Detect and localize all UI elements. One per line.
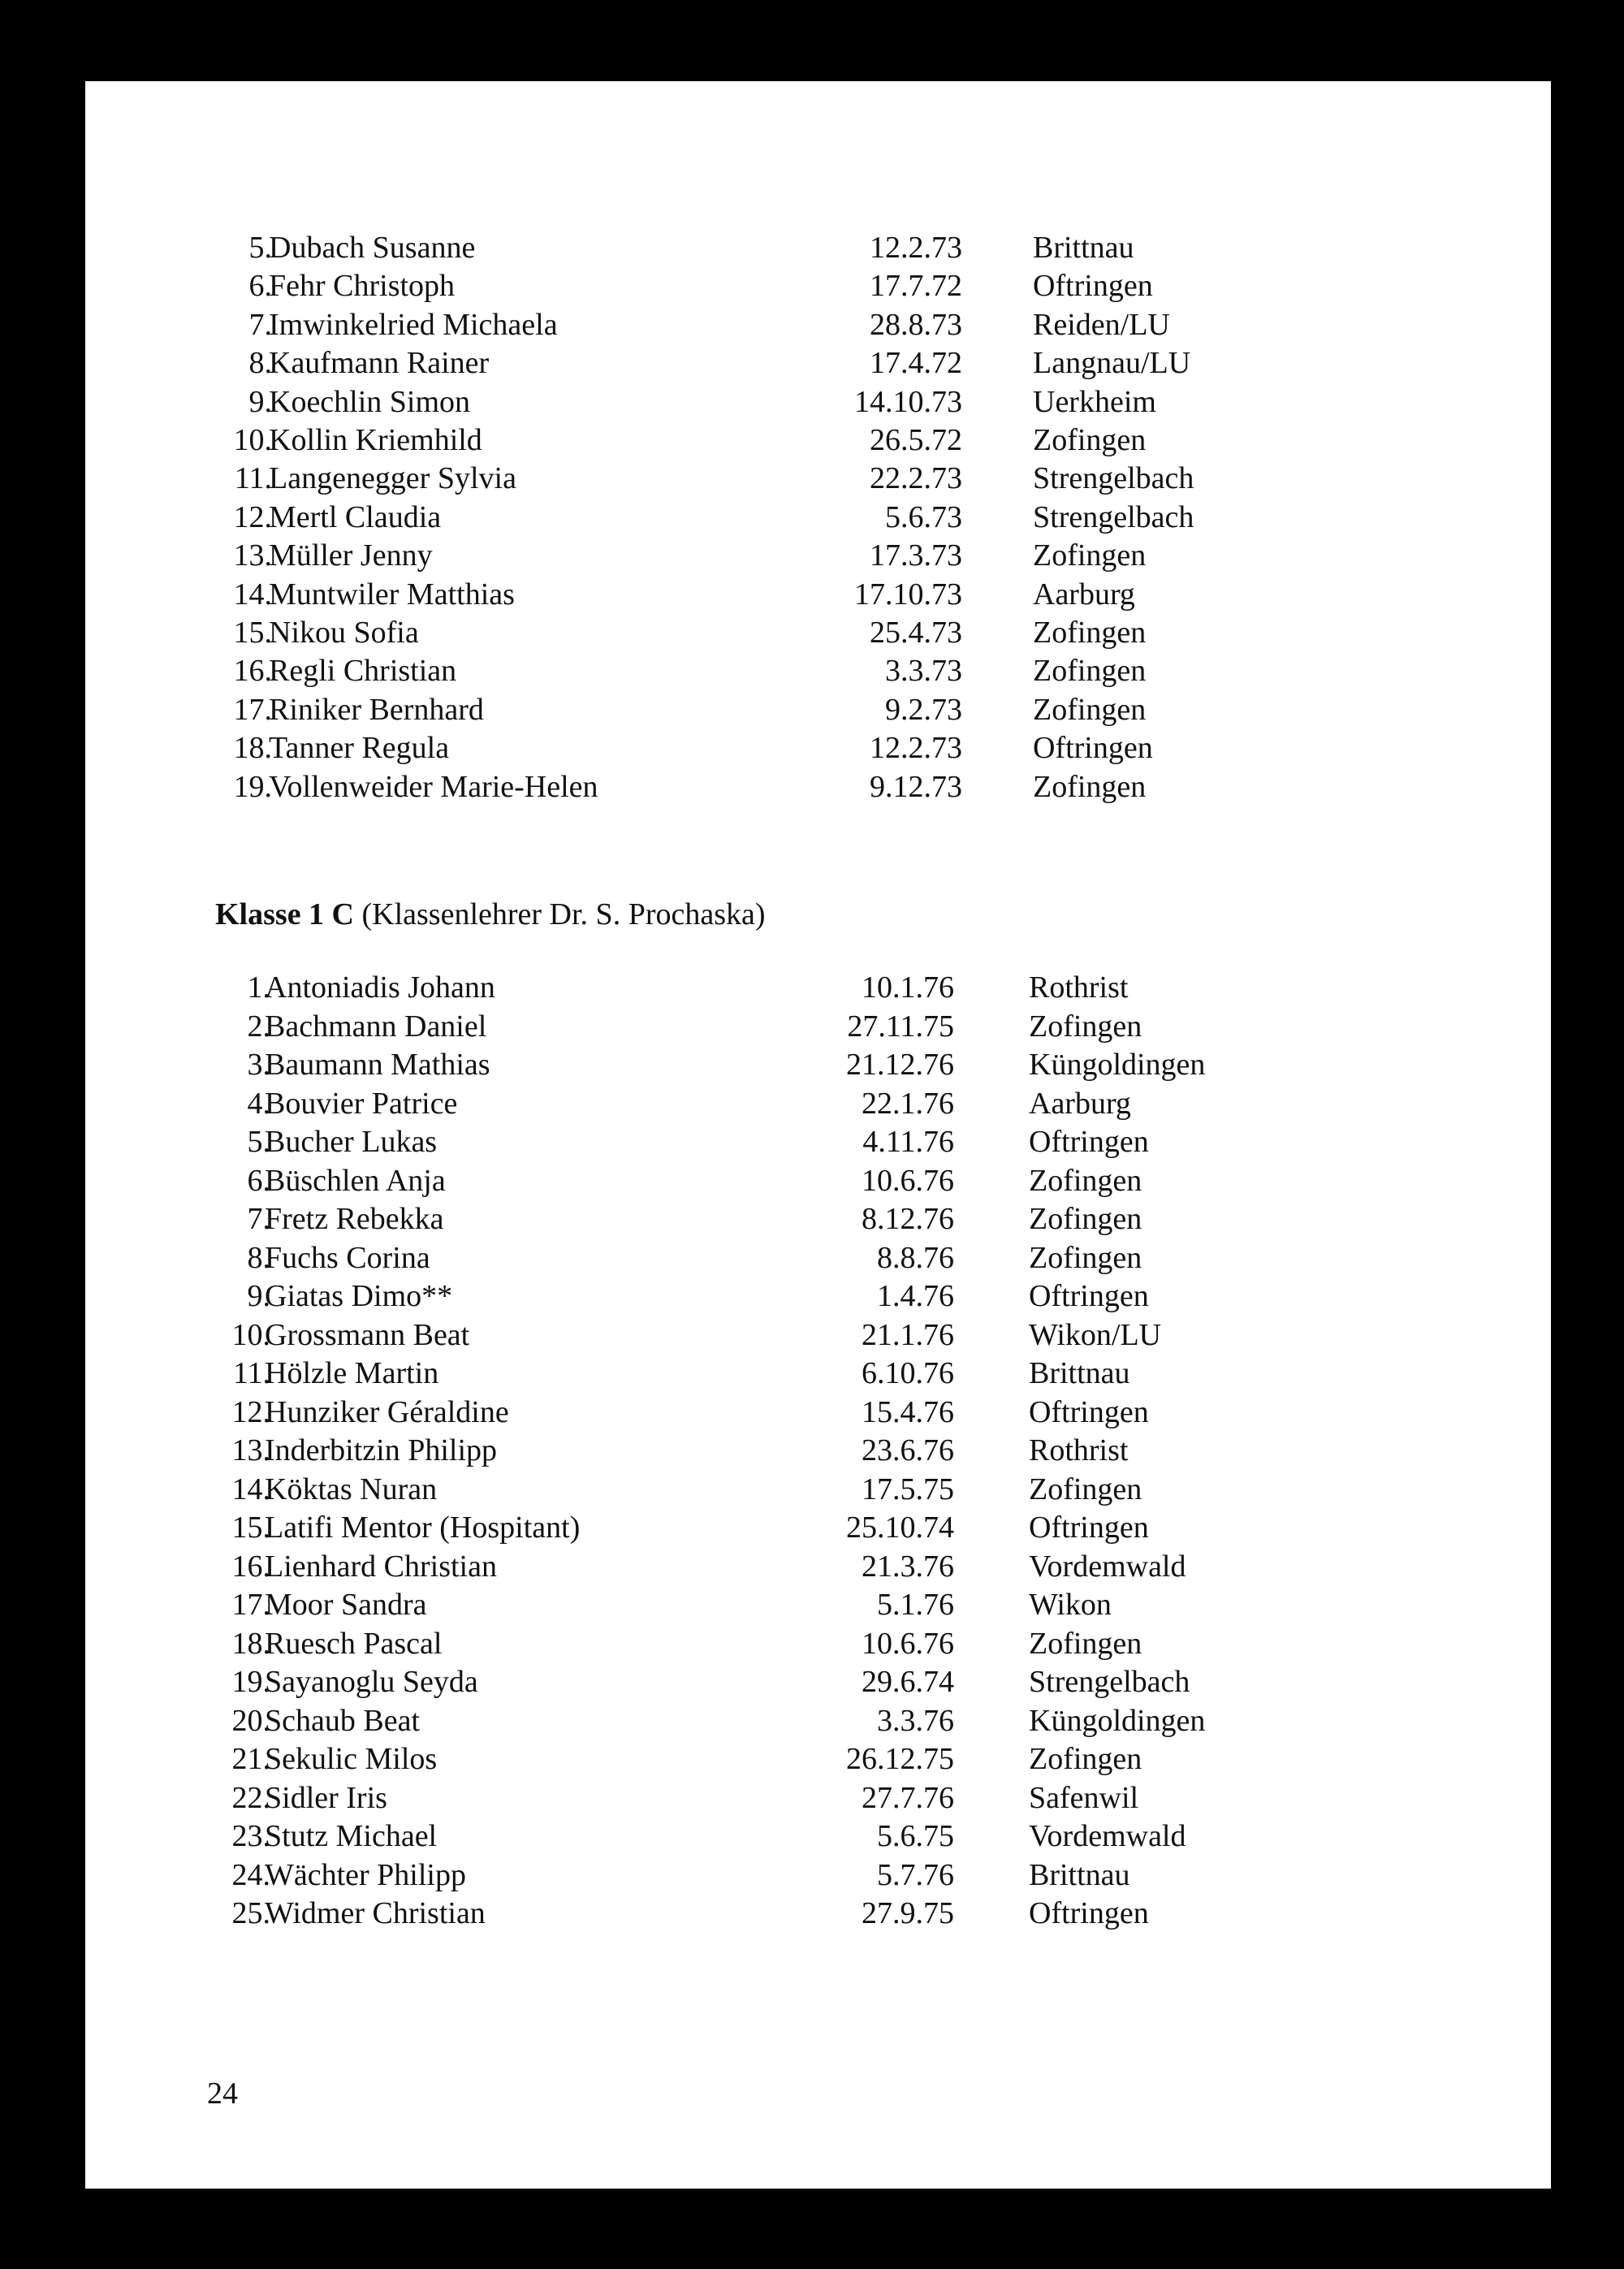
student-name: Muntwiler Matthias bbox=[269, 577, 515, 612]
entry-number: 14. bbox=[233, 577, 272, 612]
list-row bbox=[85, 1817, 1551, 1856]
class-heading bbox=[215, 896, 766, 934]
birth-date: 17.10.73 bbox=[854, 577, 962, 612]
birth-date: 3.3.73 bbox=[885, 654, 962, 689]
list-row bbox=[85, 383, 1551, 421]
list-row bbox=[85, 1394, 1551, 1432]
student-name: Sekulic Milos bbox=[265, 1742, 438, 1776]
student-name: Ruesch Pascal bbox=[265, 1626, 443, 1661]
home-town: Oftringen bbox=[1029, 1511, 1149, 1545]
student-name: Giatas Dimo** bbox=[265, 1279, 453, 1313]
entry-number: 9. bbox=[248, 384, 272, 419]
class-label: Klasse 1 C bbox=[215, 897, 354, 931]
home-town: Zofingen bbox=[1033, 692, 1147, 727]
student-name: Inderbitzin Philipp bbox=[265, 1433, 498, 1467]
birth-date: 22.2.73 bbox=[870, 461, 962, 496]
student-name: Baumann Mathias bbox=[265, 1048, 490, 1082]
list-row bbox=[85, 1277, 1551, 1316]
entry-number: 23. bbox=[231, 1819, 270, 1853]
student-name: Köktas Nuran bbox=[265, 1472, 438, 1506]
list-row bbox=[85, 1779, 1551, 1817]
list-row bbox=[85, 1316, 1551, 1355]
entry-number: 11. bbox=[234, 461, 272, 496]
birth-date: 25.4.73 bbox=[870, 616, 962, 650]
list-row bbox=[85, 421, 1551, 460]
list-row bbox=[85, 652, 1551, 690]
list-row bbox=[85, 1740, 1551, 1778]
birth-date: 21.3.76 bbox=[862, 1549, 954, 1584]
list-row bbox=[85, 1162, 1551, 1200]
birth-date: 26.5.72 bbox=[870, 423, 962, 457]
entry-number: 19. bbox=[233, 769, 272, 804]
birth-date: 1.4.76 bbox=[877, 1279, 954, 1313]
home-town: Strengelbach bbox=[1033, 499, 1194, 534]
list-row bbox=[85, 1586, 1551, 1624]
list-row bbox=[85, 1200, 1551, 1238]
entry-number: 9. bbox=[247, 1279, 270, 1313]
birth-date: 6.10.76 bbox=[862, 1356, 954, 1390]
list-row bbox=[85, 576, 1551, 614]
student-name: Dubach Susanne bbox=[269, 231, 476, 265]
birth-date: 10.1.76 bbox=[862, 970, 954, 1005]
student-name: Widmer Christian bbox=[265, 1896, 486, 1930]
student-name: Imwinkelried Michaela bbox=[269, 307, 558, 342]
home-town: Zofingen bbox=[1033, 616, 1147, 650]
list-row bbox=[85, 229, 1551, 267]
birth-date: 5.1.76 bbox=[877, 1588, 954, 1622]
list-row bbox=[85, 1046, 1551, 1084]
home-town: Brittnau bbox=[1029, 1857, 1130, 1892]
home-town: Zofingen bbox=[1029, 1742, 1142, 1776]
birth-date: 15.4.76 bbox=[862, 1394, 954, 1429]
home-town: Oftringen bbox=[1029, 1394, 1149, 1429]
birth-date: 17.7.72 bbox=[870, 269, 962, 304]
birth-date: 17.3.73 bbox=[870, 538, 962, 573]
birth-date: 26.12.75 bbox=[846, 1742, 954, 1776]
entry-number: 1. bbox=[247, 970, 270, 1005]
student-name: Antoniadis Johann bbox=[265, 970, 495, 1005]
birth-date: 12.2.73 bbox=[870, 231, 962, 265]
birth-date: 27.11.75 bbox=[847, 1009, 954, 1044]
birth-date: 9.2.73 bbox=[885, 692, 962, 727]
birth-date: 21.1.76 bbox=[862, 1317, 954, 1352]
entry-number: 13. bbox=[233, 538, 272, 573]
list-row bbox=[85, 1008, 1551, 1046]
student-name: Vollenweider Marie-Helen bbox=[269, 769, 598, 804]
entry-number: 16. bbox=[233, 654, 272, 689]
student-name: Riniker Bernhard bbox=[269, 692, 484, 727]
list-row bbox=[85, 1355, 1551, 1393]
entry-number: 11. bbox=[232, 1356, 270, 1390]
home-town: Reiden/LU bbox=[1033, 307, 1170, 342]
entry-number: 15. bbox=[231, 1511, 270, 1545]
home-town: Zofingen bbox=[1033, 423, 1147, 457]
birth-date: 25.10.74 bbox=[846, 1511, 954, 1545]
birth-date: 3.3.76 bbox=[877, 1703, 954, 1738]
home-town: Langnau/LU bbox=[1033, 346, 1191, 381]
student-name: Hunziker Géraldine bbox=[265, 1394, 509, 1429]
entry-number: 5. bbox=[247, 1125, 270, 1159]
entry-number: 5. bbox=[248, 231, 272, 265]
home-town: Aarburg bbox=[1029, 1086, 1131, 1121]
student-name: Moor Sandra bbox=[265, 1588, 427, 1622]
birth-date: 8.12.76 bbox=[862, 1202, 954, 1236]
home-town: Wikon/LU bbox=[1029, 1317, 1162, 1352]
student-name: Kaufmann Rainer bbox=[269, 346, 490, 381]
list-row bbox=[85, 344, 1551, 382]
birth-date: 14.10.73 bbox=[854, 384, 962, 419]
birth-date: 9.12.73 bbox=[870, 769, 962, 804]
home-town: Zofingen bbox=[1029, 1472, 1142, 1506]
list-row bbox=[85, 1239, 1551, 1277]
entry-number: 17. bbox=[233, 692, 272, 727]
entry-number: 12. bbox=[231, 1394, 270, 1429]
list-row bbox=[85, 969, 1551, 1007]
birth-date: 17.4.72 bbox=[870, 346, 962, 381]
home-town: Zofingen bbox=[1033, 654, 1147, 689]
list-row bbox=[85, 267, 1551, 305]
student-name: Mertl Claudia bbox=[269, 499, 442, 534]
birth-date: 8.8.76 bbox=[877, 1240, 954, 1275]
home-town: Safenwil bbox=[1029, 1780, 1139, 1815]
birth-date: 22.1.76 bbox=[862, 1086, 954, 1121]
birth-date: 5.6.73 bbox=[885, 499, 962, 534]
student-name: Fuchs Corina bbox=[265, 1240, 430, 1275]
home-town: Zofingen bbox=[1029, 1009, 1142, 1044]
entry-number: 2. bbox=[247, 1009, 270, 1044]
home-town: Vordemwald bbox=[1029, 1819, 1186, 1853]
home-town: Zofingen bbox=[1029, 1163, 1142, 1198]
student-name: Wächter Philipp bbox=[265, 1857, 466, 1892]
entry-number: 13. bbox=[231, 1433, 270, 1467]
home-town: Küngoldingen bbox=[1029, 1048, 1206, 1082]
birth-date: 27.7.76 bbox=[862, 1780, 954, 1815]
entry-number: 19. bbox=[231, 1665, 270, 1699]
home-town: Brittnau bbox=[1029, 1356, 1130, 1390]
entry-number: 8. bbox=[247, 1240, 270, 1275]
home-town: Oftringen bbox=[1029, 1125, 1149, 1159]
entry-number: 21. bbox=[231, 1742, 270, 1776]
student-name: Nikou Sofia bbox=[269, 616, 419, 650]
entry-number: 17. bbox=[231, 1588, 270, 1622]
student-name: Lienhard Christian bbox=[265, 1549, 497, 1584]
student-name: Sidler Iris bbox=[265, 1780, 387, 1815]
entry-number: 14. bbox=[231, 1472, 270, 1506]
home-town: Strengelbach bbox=[1029, 1665, 1190, 1699]
birth-date: 29.6.74 bbox=[862, 1665, 954, 1699]
entry-number: 6. bbox=[248, 269, 272, 304]
home-town: Zofingen bbox=[1033, 538, 1147, 573]
birth-date: 27.9.75 bbox=[862, 1896, 954, 1930]
class-teacher: (Klassenlehrer Dr. S. Prochaska) bbox=[361, 897, 766, 931]
student-name: Fretz Rebekka bbox=[265, 1202, 444, 1236]
page-number: 24 bbox=[207, 2077, 238, 2111]
entry-number: 25. bbox=[231, 1896, 270, 1930]
entry-number: 12. bbox=[233, 499, 272, 534]
list-row bbox=[85, 1123, 1551, 1161]
student-name: Hölzle Martin bbox=[265, 1356, 439, 1390]
entry-number: 16. bbox=[231, 1549, 270, 1584]
entry-number: 10. bbox=[231, 1317, 270, 1352]
student-name: Tanner Regula bbox=[269, 731, 450, 766]
entry-number: 3. bbox=[247, 1048, 270, 1082]
list-row bbox=[85, 614, 1551, 652]
birth-date: 12.2.73 bbox=[870, 731, 962, 766]
entry-number: 15. bbox=[233, 616, 272, 650]
home-town: Zofingen bbox=[1029, 1626, 1142, 1661]
birth-date: 4.11.76 bbox=[862, 1125, 954, 1159]
birth-date: 23.6.76 bbox=[862, 1433, 954, 1467]
student-name: Sayanoglu Seyda bbox=[265, 1665, 478, 1699]
list-row bbox=[85, 1471, 1551, 1509]
entry-number: 7. bbox=[248, 307, 272, 342]
entry-number: 18. bbox=[233, 731, 272, 766]
entry-number: 4. bbox=[247, 1086, 270, 1121]
home-town: Oftringen bbox=[1033, 269, 1153, 304]
home-town: Zofingen bbox=[1033, 769, 1147, 804]
home-town: Uerkheim bbox=[1033, 384, 1156, 419]
home-town: Oftringen bbox=[1033, 731, 1153, 766]
student-name: Büschlen Anja bbox=[265, 1163, 446, 1198]
home-town: Aarburg bbox=[1033, 577, 1135, 612]
entry-number: 24. bbox=[231, 1857, 270, 1892]
home-town: Oftringen bbox=[1029, 1279, 1149, 1313]
home-town: Brittnau bbox=[1033, 231, 1134, 265]
home-town: Rothrist bbox=[1029, 1433, 1129, 1467]
home-town: Rothrist bbox=[1029, 970, 1129, 1005]
home-town: Küngoldingen bbox=[1029, 1703, 1206, 1738]
entry-number: 7. bbox=[247, 1202, 270, 1236]
list-row bbox=[85, 1895, 1551, 1933]
list-row bbox=[85, 1663, 1551, 1701]
list-row bbox=[85, 460, 1551, 498]
home-town: Zofingen bbox=[1029, 1240, 1142, 1275]
list-row bbox=[85, 1509, 1551, 1547]
student-name: Koechlin Simon bbox=[269, 384, 471, 419]
student-name: Schaub Beat bbox=[265, 1703, 421, 1738]
list-row bbox=[85, 1432, 1551, 1470]
entry-number: 20. bbox=[231, 1703, 270, 1738]
student-name: Müller Jenny bbox=[269, 538, 433, 573]
birth-date: 17.5.75 bbox=[862, 1472, 954, 1506]
list-row bbox=[85, 768, 1551, 806]
list-row bbox=[85, 1085, 1551, 1123]
student-name: Stutz Michael bbox=[265, 1819, 438, 1853]
student-name: Bachmann Daniel bbox=[265, 1009, 487, 1044]
birth-date: 10.6.76 bbox=[862, 1626, 954, 1661]
document-page bbox=[85, 81, 1551, 2189]
list-row bbox=[85, 306, 1551, 344]
student-name: Bucher Lukas bbox=[265, 1125, 438, 1159]
student-name: Fehr Christoph bbox=[269, 269, 456, 304]
home-town: Zofingen bbox=[1029, 1202, 1142, 1236]
student-name: Grossmann Beat bbox=[265, 1317, 470, 1352]
home-town: Strengelbach bbox=[1033, 461, 1194, 496]
list-row bbox=[85, 537, 1551, 575]
birth-date: 5.6.75 bbox=[877, 1819, 954, 1853]
home-town: Oftringen bbox=[1029, 1896, 1149, 1930]
birth-date: 21.12.76 bbox=[846, 1048, 954, 1082]
student-name: Latifi Mentor (Hospitant) bbox=[265, 1511, 581, 1545]
list-row bbox=[85, 691, 1551, 729]
student-name: Bouvier Patrice bbox=[265, 1086, 458, 1121]
birth-date: 5.7.76 bbox=[877, 1857, 954, 1892]
home-town: Vordemwald bbox=[1029, 1549, 1186, 1584]
list-row bbox=[85, 1702, 1551, 1740]
list-row bbox=[85, 1856, 1551, 1895]
list-row bbox=[85, 729, 1551, 767]
entry-number: 18. bbox=[231, 1626, 270, 1661]
entry-number: 6. bbox=[247, 1163, 270, 1198]
list-row bbox=[85, 499, 1551, 537]
birth-date: 10.6.76 bbox=[862, 1163, 954, 1198]
list-row bbox=[85, 1548, 1551, 1586]
student-name: Langenegger Sylvia bbox=[269, 461, 516, 496]
home-town: Wikon bbox=[1029, 1588, 1112, 1622]
entry-number: 22. bbox=[231, 1780, 270, 1815]
list-row bbox=[85, 1625, 1551, 1663]
birth-date: 28.8.73 bbox=[870, 307, 962, 342]
student-name: Regli Christian bbox=[269, 654, 457, 689]
entry-number: 10. bbox=[233, 423, 272, 457]
entry-number: 8. bbox=[248, 346, 272, 381]
student-name: Kollin Kriemhild bbox=[269, 423, 482, 457]
